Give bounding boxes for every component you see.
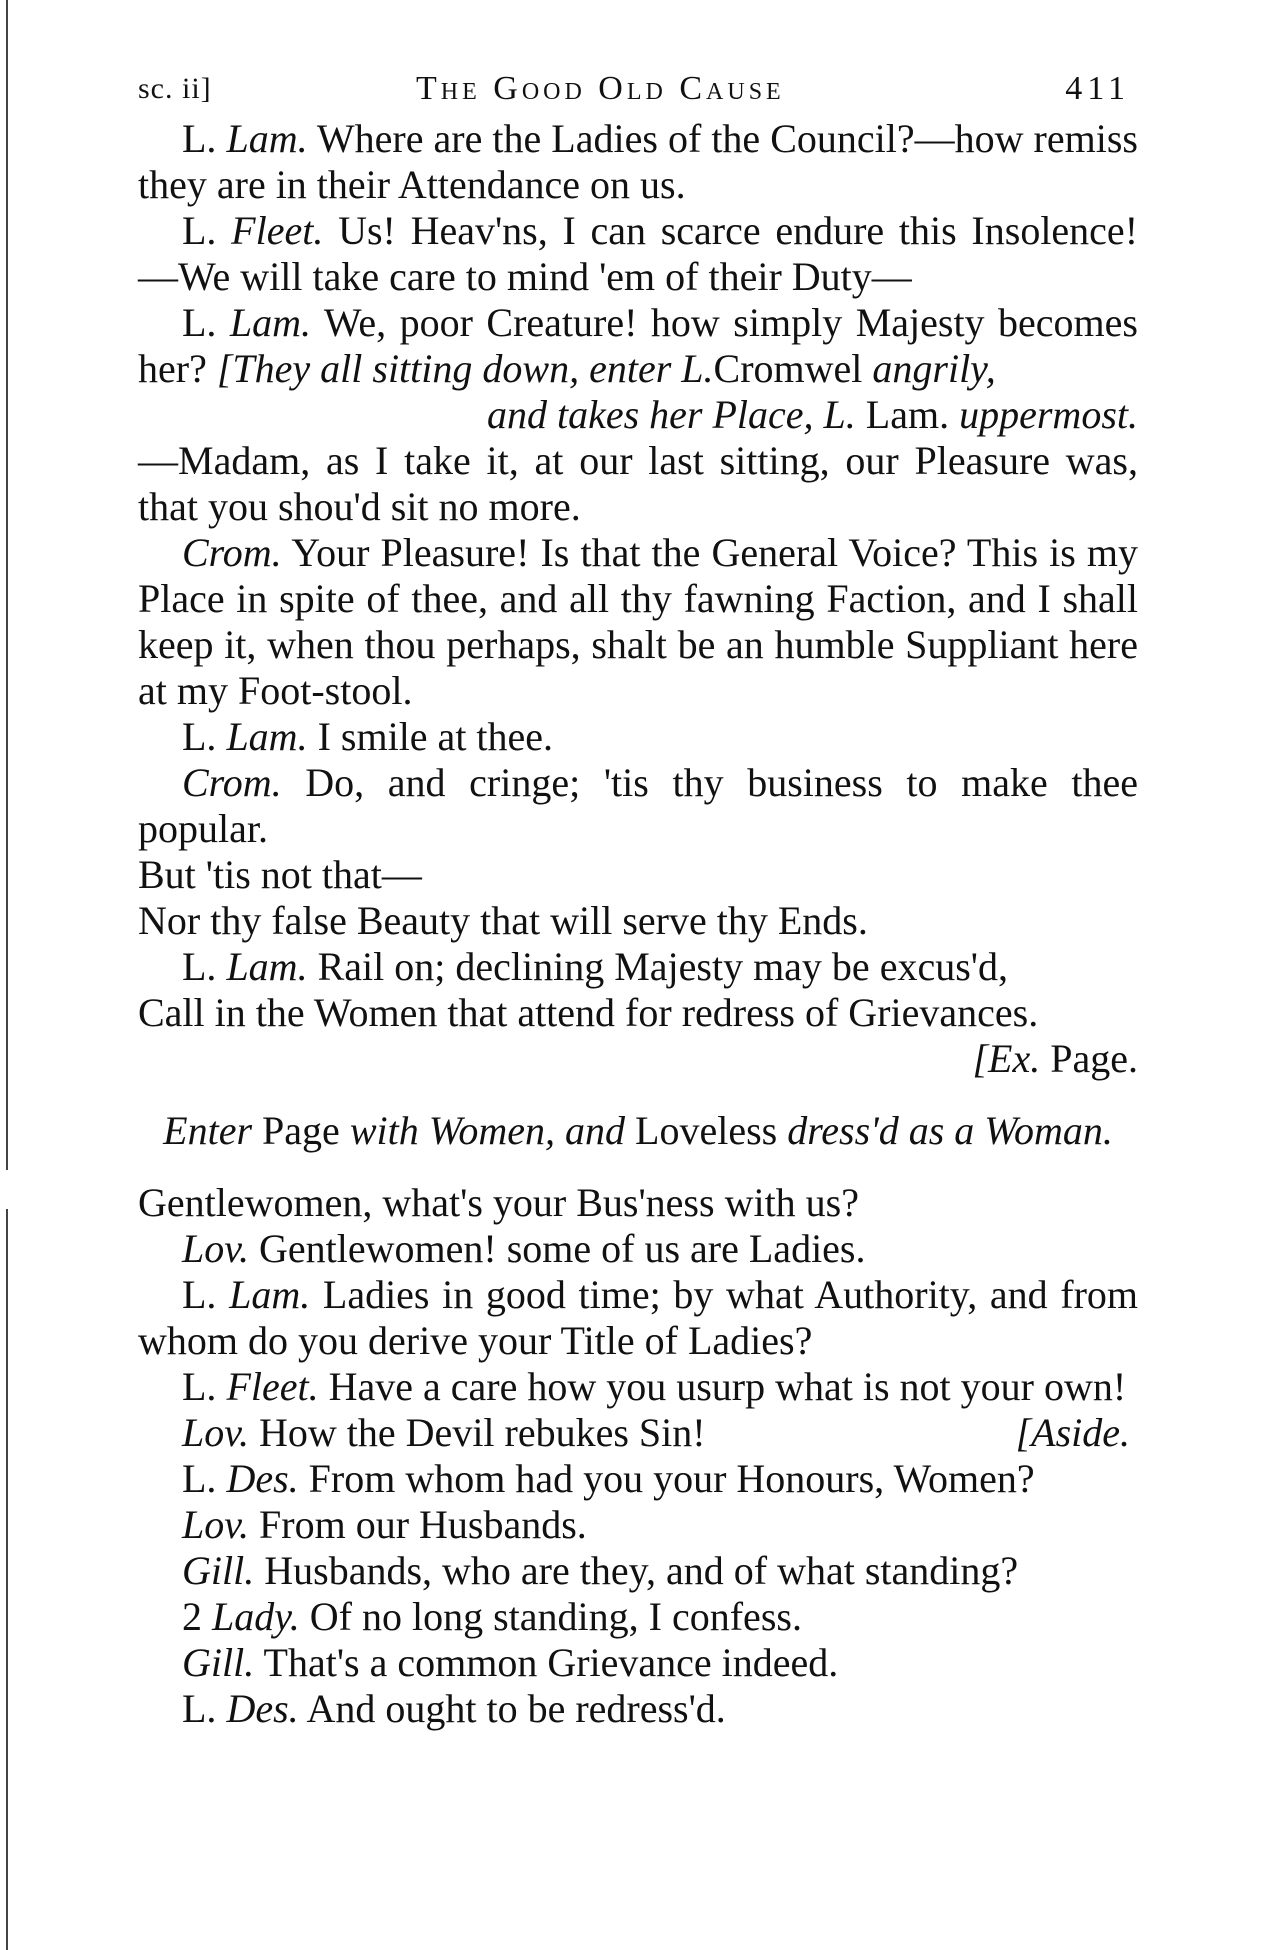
speech — [138, 530, 1138, 714]
spacer — [138, 1154, 1138, 1180]
speech-text: Where are the Ladies of the Council?—how remiss they are in their Attendance on us. — [138, 116, 1138, 207]
verse-line: But 'tis not that— — [138, 852, 422, 897]
spacer — [138, 1082, 1138, 1108]
speaker-prefix: L. — [182, 116, 227, 161]
speech — [138, 438, 1138, 530]
stage-direction-name: Page — [252, 1108, 350, 1153]
speech-text: Gentlewomen! some of us are Ladies. — [249, 1226, 866, 1271]
speaker-prefix: 2 — [182, 1594, 212, 1639]
speaker-name: Fleet. — [231, 208, 324, 253]
entry-direction — [138, 1108, 1138, 1154]
stage-direction-name: Cromwel — [713, 346, 863, 391]
speech — [138, 1364, 1138, 1410]
speaker-prefix: L. — [182, 944, 227, 989]
speaker-prefix: L. — [182, 1364, 227, 1409]
speech — [138, 1594, 1138, 1640]
speech-text: —Madam, as I take it, at our last sitting, our Pleasure was, that you shou'd sit no more. — [138, 438, 1138, 529]
stage-direction: Enter — [163, 1108, 253, 1153]
speech — [138, 1686, 1138, 1732]
speech: Gentlewomen, what's your Bus'ness with us? — [138, 1180, 859, 1225]
aside-direction: [Aside. — [1015, 1410, 1130, 1455]
speech-text: From whom had you your Honours, Women? — [298, 1456, 1035, 1501]
speaker-name: Gill. — [182, 1640, 255, 1685]
exit-direction — [138, 1036, 1138, 1082]
speech — [138, 1548, 1138, 1594]
speech — [138, 1640, 1138, 1686]
speech-text: Have a care how you usurp what is not your own! — [318, 1364, 1127, 1409]
scene-marker: sc. ii] — [138, 72, 212, 105]
stage-direction: angrily, — [862, 346, 996, 391]
speaker-name: Lam. — [226, 944, 308, 989]
speech — [138, 944, 1138, 990]
speaker-name: Fleet. — [226, 1364, 319, 1409]
speech-text: I smile at thee. — [307, 714, 554, 759]
stage-direction: dress'd as a Woman. — [787, 1108, 1113, 1153]
page-number: 411 — [1065, 70, 1130, 107]
speech-text: That's a common Grievance indeed. — [254, 1640, 839, 1685]
running-header — [138, 62, 1138, 110]
stage-direction: [They all sitting down, enter L. — [216, 346, 714, 391]
stage-direction-name: Page. — [1040, 1036, 1138, 1081]
speech — [138, 1502, 1138, 1548]
speaker-name: Lady. — [212, 1594, 300, 1639]
speech — [138, 714, 1138, 760]
speech-text: Your Pleasure! Is that the General Voice? This is my Place in spite of thee, and all thy fawning Faction, and I shall keep it, when thou perhaps, shalt be an humble Suppliant here at my Foot-stool. — [138, 530, 1138, 713]
stage-direction: [Ex. — [972, 1036, 1041, 1081]
speech-text: Of no long standing, I confess. — [299, 1594, 802, 1639]
stage-direction-line — [138, 392, 1138, 438]
speech — [138, 1226, 1138, 1272]
speech-text: We, poor Creature! how simply Majesty becomes her? — [138, 300, 1138, 391]
speech-main — [138, 1410, 706, 1456]
stage-direction: uppermost. — [959, 392, 1138, 437]
speech — [138, 116, 1138, 208]
speaker-prefix: L. — [182, 1456, 227, 1501]
speech-text: Rail on; declining Majesty may be excus'd, — [307, 944, 1008, 989]
speaker-name: Crom. — [182, 530, 282, 575]
speech-text: And ought to be redress'd. — [298, 1686, 726, 1731]
speech — [138, 760, 1138, 852]
verse-line: Nor thy false Beauty that will serve thy Ends. — [138, 898, 868, 943]
speaker-prefix: L. — [182, 714, 227, 759]
page-binding-edge — [6, 0, 8, 1950]
speaker-prefix: L. — [182, 300, 230, 345]
speaker-name: Lov. — [182, 1410, 250, 1455]
speaker-name: Lam. — [226, 116, 308, 161]
speaker-prefix: L. — [182, 1686, 227, 1731]
verse-line: Call in the Women that attend for redress of Grievances. — [138, 990, 1039, 1035]
book-page — [138, 62, 1138, 1732]
speech-text: Husbands, who are they, and of what standing? — [254, 1548, 1019, 1593]
speech — [138, 300, 1138, 392]
speaker-name: Lam. — [229, 300, 312, 345]
speaker-name: Lam. — [226, 714, 308, 759]
speech — [138, 1272, 1138, 1364]
stage-direction: with Women, and — [349, 1108, 626, 1153]
speaker-name: Lov. — [182, 1502, 250, 1547]
speech-text: Do, and cringe; 'tis thy business to make thee popular. — [138, 760, 1138, 851]
speaker-name: Des. — [226, 1686, 299, 1731]
speaker-prefix: L. — [182, 1272, 230, 1317]
speaker-name: Lam. — [229, 1272, 311, 1317]
speech-text: Ladies in good time; by what Authority, and from whom do you derive your Title of Ladies? — [138, 1272, 1139, 1363]
speaker-name: Crom. — [182, 760, 282, 805]
speech-text: Us! Heav'ns, I can scarce endure this Insolence! —We will take care to mind 'em of their Duty— — [138, 208, 1139, 299]
speaker-prefix: L. — [182, 208, 232, 253]
stage-direction-name: Loveless — [625, 1108, 788, 1153]
running-title: The Good Old Cause — [416, 70, 785, 107]
speaker-name: Des. — [226, 1456, 299, 1501]
speaker-name: Gill. — [182, 1548, 255, 1593]
speech — [138, 208, 1138, 300]
stage-direction: and takes her Place, L. — [486, 392, 856, 437]
speech-text: How the Devil rebukes Sin! — [249, 1410, 706, 1455]
speech — [138, 1456, 1138, 1502]
speaker-name: Lov. — [182, 1226, 250, 1271]
speech — [138, 1410, 1138, 1456]
speech-text: From our Husbands. — [249, 1502, 587, 1547]
stage-direction-name: Lam. — [855, 392, 960, 437]
